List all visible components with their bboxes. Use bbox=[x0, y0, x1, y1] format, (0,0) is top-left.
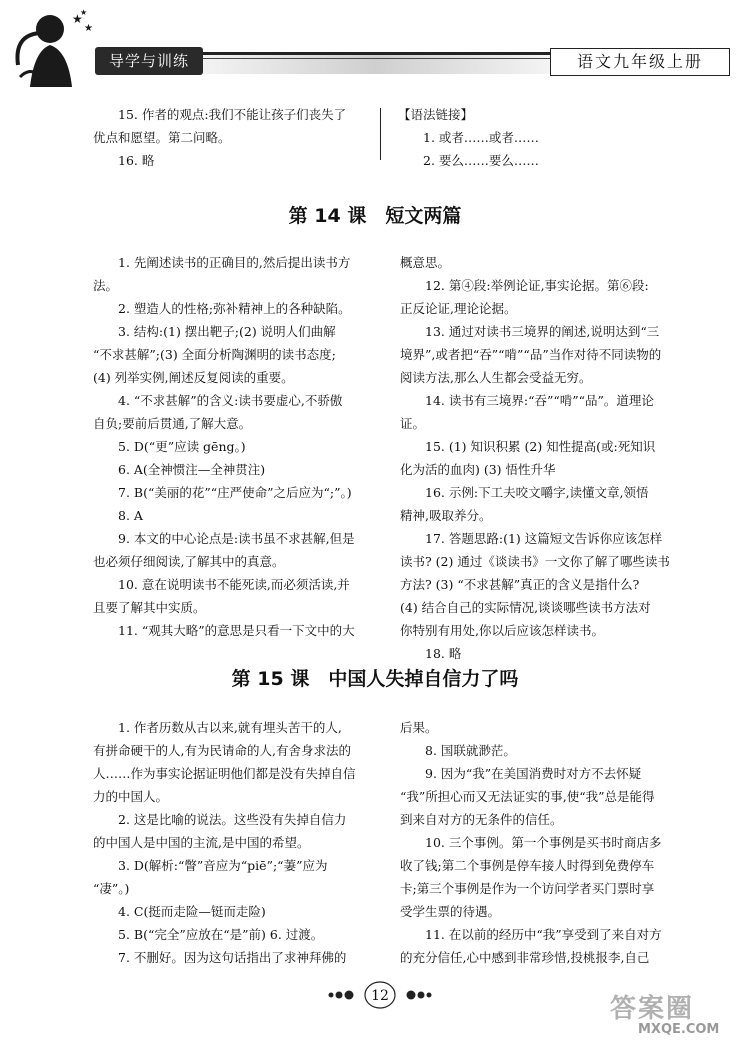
answer-line: 自负;要前后贯通,了解大意。 bbox=[93, 416, 252, 431]
answer-line: 概意思。 bbox=[400, 255, 451, 270]
watermark-url: MXQE.COM bbox=[638, 1022, 720, 1037]
answer-line: 14. 读书有三境界:“吞”“啃”“品”。道理论证。 bbox=[400, 393, 654, 431]
answer-line: 2. 塑造人的性格;弥补精神上的各种缺陷。 bbox=[118, 301, 351, 316]
answer-line: 3. D(解析:“瞥”音应为“piē”;“萋”应为 bbox=[118, 858, 328, 873]
answer-line: 你特别有用处,你以后应该怎样读书。 bbox=[400, 623, 604, 638]
top-left-answers bbox=[93, 103, 373, 172]
answer-line: 方法? (3) “不求甚解”真正的含义是指什么? bbox=[400, 577, 640, 592]
answer-line: 13. 通过对读书三境界的阐述,说明达到“三 bbox=[425, 324, 660, 339]
answer-line: 5. B(“完全”应放在“是”前) 6. 过渡。 bbox=[118, 927, 324, 942]
lesson-15-right-column bbox=[400, 716, 675, 969]
answer-line: 12. 第④段:举例论证,事实论据。第⑥段: bbox=[425, 278, 649, 293]
answer-line: 法。 bbox=[93, 278, 119, 293]
page-number: 12 bbox=[371, 988, 389, 1004]
answer-line: 收了钱;第二个事例是停车接人时得到免费停车 bbox=[400, 858, 655, 873]
series-title: 导学与训练 bbox=[95, 47, 203, 75]
grammar-link-label: 【语法链接】 bbox=[398, 107, 474, 122]
answer-line: 6. A(全神惯注—全神贯注) bbox=[118, 462, 266, 477]
answer-line: 7. 不删好。因为这句话指出了求神拜佛的 bbox=[118, 950, 347, 965]
answer-line: 化为活的血肉) (3) 悟性升华 bbox=[400, 462, 556, 477]
answer-line: 4. “不求甚解”的含义:读书要虚心,不骄傲 bbox=[118, 393, 343, 408]
answer-line: 优点和愿望。第二问略。 bbox=[93, 130, 231, 145]
answer-line: 力的中国人。 bbox=[93, 789, 169, 804]
page-header bbox=[0, 0, 750, 86]
answer-line: 8. A bbox=[118, 508, 143, 523]
grammar-link-box bbox=[398, 103, 698, 172]
answer-line: “凄”。) bbox=[93, 881, 130, 896]
answer-line: 境界”,或者把“吞”“啃”“品”当作对待不同读物的 bbox=[400, 347, 662, 362]
answer-line: (4) 结合自己的实际情况,谈谈哪些读书方法对 bbox=[400, 600, 651, 615]
answer-line: 正反论证,理论论据。 bbox=[400, 301, 517, 316]
answer-line: 到来自对方的无条件的信任。 bbox=[400, 812, 563, 827]
answer-line: 阅读方法,那么人生都会受益无穷。 bbox=[400, 370, 592, 385]
answer-line: 受学生票的待遇。 bbox=[400, 904, 501, 919]
lesson-15-title: 第 15 课 中国人失掉自信力了吗 bbox=[231, 668, 519, 690]
answer-line: 后果。 bbox=[400, 720, 438, 735]
mascot-logo-icon bbox=[10, 5, 100, 87]
answer-line: 15. 作者的观点:我们不能让孩子们丧失了 bbox=[118, 107, 347, 122]
answer-line: 7. B(“美丽的花”“庄严使命”之后应为“;”。) bbox=[118, 485, 352, 500]
header-gradient-band bbox=[195, 52, 555, 74]
column-divider bbox=[380, 108, 381, 160]
svg-text:★: ★ bbox=[80, 8, 88, 17]
answer-line: 16. 略 bbox=[118, 153, 155, 168]
answer-line: 5. D(“更”应读 gēng。) bbox=[118, 439, 246, 454]
answer-line: 9. 因为“我”在美国消费时对方不去怀疑 bbox=[425, 766, 642, 781]
answer-line: 人……作为事实论据证明他们都是没有失掉自信 bbox=[93, 766, 356, 781]
lesson-14-left-column bbox=[93, 251, 368, 642]
answer-line: 3. 结构:(1) 摆出靶子;(2) 说明人们曲解 bbox=[118, 324, 336, 339]
answer-line: 1. 先阐述读书的正确目的,然后提出读书方 bbox=[118, 255, 351, 270]
answer-line: 且要了解其中实质。 bbox=[93, 600, 206, 615]
answer-line: 8. 国联就渺茫。 bbox=[425, 743, 516, 758]
lesson-14-title: 第 14 课 短文两篇 bbox=[288, 205, 462, 227]
svg-text:★: ★ bbox=[84, 23, 93, 34]
answer-line: 4. C(挺而走险—铤而走险) bbox=[118, 904, 266, 919]
answer-line: 卡;第三个事例是作为一个访问学者买门票时享 bbox=[400, 881, 655, 896]
answer-line: 读书? (2) 通过《谈读书》一文你了解了哪些读书 bbox=[400, 554, 670, 569]
answer-line: 10. 意在说明读书不能死读,而必须活读,并 bbox=[118, 577, 350, 592]
book-title: 语文九年级上册 bbox=[550, 48, 730, 76]
grammar-link-item: 1. 或者……或者…… bbox=[423, 130, 539, 145]
answer-line: 2. 这是比喻的说法。这些没有失掉自信力 bbox=[118, 812, 347, 827]
answer-line: 10. 三个事例。第一个事例是买书时商店多 bbox=[425, 835, 662, 850]
answer-line: 11. 在以前的经历中“我”享受到了来自对方 bbox=[425, 927, 662, 942]
answer-line: “我”所担心而又无法证实的事,使“我”总是能得 bbox=[400, 789, 655, 804]
answer-line: 11. “观其大略”的意思是只看一下文中的大 bbox=[118, 623, 355, 638]
answer-line: 18. 略 bbox=[425, 646, 462, 661]
lesson-14-right-column bbox=[400, 251, 675, 665]
grammar-link-item: 2. 要么……要么…… bbox=[423, 153, 539, 168]
page-number-badge bbox=[325, 980, 435, 1010]
answer-line: 的中国人是中国的主流,是中国的希望。 bbox=[93, 835, 310, 850]
answer-line: 1. 作者历数从古以来,就有埋头苦干的人, bbox=[118, 720, 342, 735]
answer-line: 16. 示例:下工夫咬文嚼字,读懂文章,领悟 bbox=[425, 485, 649, 500]
answer-line: 9. 本文的中心论点是:读书虽不求甚解,但是 bbox=[118, 531, 355, 546]
lesson-15-left-column bbox=[93, 716, 368, 969]
answer-line: 精神,吸取养分。 bbox=[400, 508, 492, 523]
answer-line: 15. (1) 知识积累 (2) 知性提高(或:死知识 bbox=[425, 439, 656, 454]
svg-text:★: ★ bbox=[72, 12, 83, 26]
watermark-text: 答案圈 bbox=[610, 994, 695, 1024]
answer-line: 的充分信任,心中感到非常珍惜,投桃报李,自己 bbox=[400, 950, 650, 965]
answer-line: 也必须仔细阅读,了解其中的真意。 bbox=[93, 554, 285, 569]
answer-line: “不求甚解”;(3) 全面分析陶渊明的读书态度; bbox=[93, 347, 336, 362]
answer-line: (4) 列举实例,阐述反复阅读的重要。 bbox=[93, 370, 294, 385]
answer-line: 有拼命硬干的人,有为民请命的人,有舍身求法的 bbox=[93, 743, 351, 758]
answer-line: 17. 答题思路:(1) 这篇短文告诉你应该怎样 bbox=[425, 531, 663, 546]
